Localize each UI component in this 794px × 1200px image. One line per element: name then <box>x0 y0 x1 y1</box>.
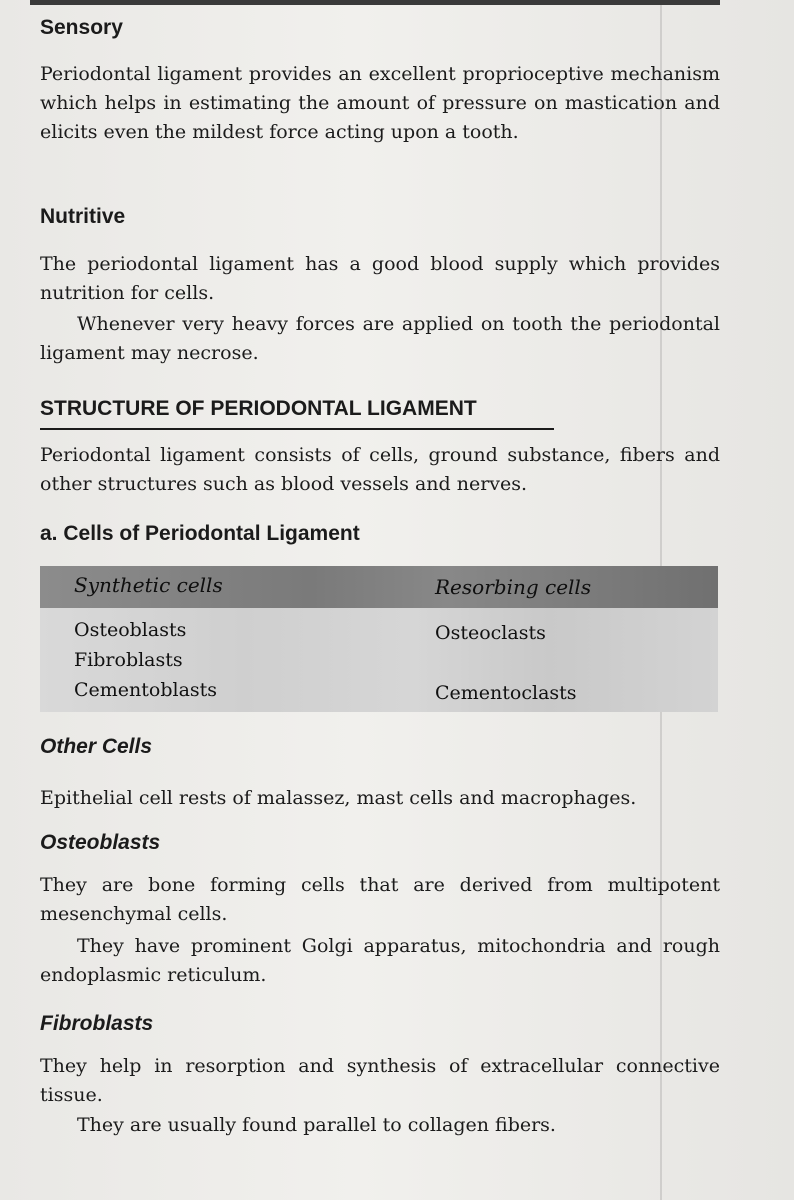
resorbing-cell-item: Osteoclasts <box>435 622 546 644</box>
synthetic-cell-item: Osteoblasts <box>74 619 187 641</box>
top-border <box>30 0 720 5</box>
cells-table <box>40 566 718 712</box>
heading-cells: a. Cells of Periodontal Ligament <box>40 522 360 545</box>
heading-underline <box>40 428 554 430</box>
paragraph-osteoblasts-1: They are bone forming cells that are derived from multipotent mesenchymal cells. <box>40 874 720 925</box>
heading-structure: STRUCTURE OF PERIODONTAL LIGAMENT <box>40 397 477 420</box>
paragraph-structure: Periodontal ligament consists of cells, ground substance, fibers and other structures such as blood vessels and nerves. <box>40 444 720 495</box>
resorbing-cell-item: Cementoclasts <box>435 682 577 704</box>
synthetic-cells-label: Synthetic cells <box>74 573 223 597</box>
heading-fibroblasts: Fibroblasts <box>40 1012 154 1035</box>
paragraph-osteoblasts-2: They have prominent Golgi apparatus, mitochondria and rough endoplasmic reticulum. <box>40 935 720 986</box>
heading-nutritive: Nutritive <box>40 205 126 228</box>
paragraph-other-cells: Epithelial cell rests of malassez, mast cells and macrophages. <box>40 787 637 809</box>
paragraph-fibroblasts-1: They help in resorption and synthesis of extracellular connective tissue. <box>40 1055 720 1106</box>
resorbing-cells-label: Resorbing cells <box>435 575 592 599</box>
paragraph-fibroblasts-2: They are usually found parallel to collagen fibers. <box>77 1114 556 1136</box>
paragraph-nutritive-1: The periodontal ligament has a good blood supply which provides nutrition for cells. <box>40 253 720 304</box>
heading-osteoblasts: Osteoblasts <box>40 831 161 854</box>
paragraph-sensory: Periodontal ligament provides an excellent proprioceptive mechanism which helps in estimating the amount of pressure on mastication and elicits even the mildest force acting upon a tooth. <box>40 63 720 143</box>
heading-sensory: Sensory <box>40 16 123 39</box>
paragraph-nutritive-2: Whenever very heavy forces are applied on tooth the periodontal ligament may necrose. <box>40 313 720 364</box>
heading-other-cells: Other Cells <box>40 735 153 758</box>
synthetic-cell-item: Fibroblasts <box>74 649 183 671</box>
synthetic-cell-item: Cementoblasts <box>74 679 218 701</box>
